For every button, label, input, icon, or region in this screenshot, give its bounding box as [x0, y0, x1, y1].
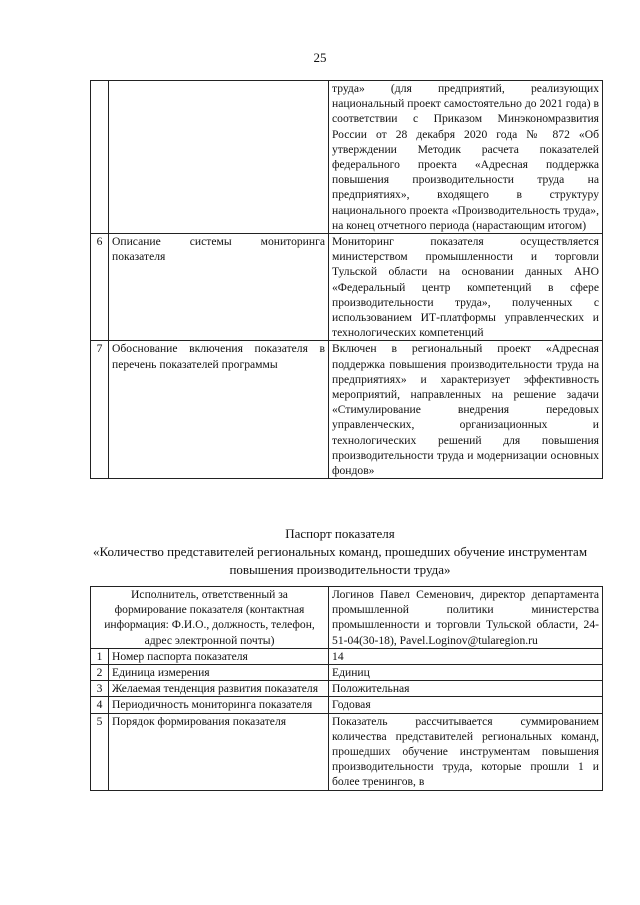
- indicator-table-continued: [90, 80, 603, 479]
- row-value-cell: труда» (для предприятий, реализующих национальный проект самостоятельно до 2021 года) в соответствии с Приказом Минэкономразвития России от 28 декабря 2020 года № 872 «Об утверждении Методик расчета показателей федерального проекта «Адресная поддержка повышения производительности труда на предприятиях», входящего в структуру национального проекта «Производительность труда», на конец отчетного периода (нарастающим итогом): [329, 81, 603, 234]
- page-number: 25: [313, 50, 327, 65]
- row-value-cell: Показатель рассчитывается суммированием количества представителей региональных команд, прошедших обучение инструментам повышения производительности труда, которые прошли 1 и более тренингов, в: [329, 713, 603, 790]
- row-value-cell: Включен в региональный проект «Адресная поддержка повышения производительности труда на предприятиях» и характеризует эффективность мероприятий, направленных на решение задачи «Стимулирование внедрения передовых управленческих, организационных и технологических решений для повышения производительности труда и модернизации основных фондов»: [329, 341, 603, 479]
- row-value-cell: Единиц: [329, 665, 603, 681]
- row-value-cell: Мониторинг показателя осуществляется министерством промышленности и торговли Тульской области на основании данных АНО «Федеральный центр компетенций в сфере производительности труда», полученных с использованием ИТ-платформы управленческих и технологических компетенций: [329, 234, 603, 341]
- executor-value-cell: Логинов Павел Семенович, директор департамента промышленной политики министерства промышленности и торговли Тульской области, 24-51-04(30-18), Pavel.Loginov@tularegion.ru: [329, 587, 603, 649]
- table-header-row: [91, 587, 603, 649]
- row-label-cell: Периодичность мониторинга показателя: [109, 697, 329, 713]
- passport-heading-block: [80, 525, 600, 579]
- table-row: [91, 713, 603, 790]
- passport-title: «Количество представителей региональных команд, прошедших обучение инструментам повышения производительности труда»: [92, 544, 588, 577]
- row-label-cell: [109, 81, 329, 234]
- row-label-cell: Номер паспорта показателя: [109, 648, 329, 664]
- table-row: [91, 648, 603, 664]
- row-number-cell: 5: [91, 713, 109, 790]
- row-value-cell: 14: [329, 648, 603, 664]
- row-label-cell: Единица измерения: [109, 665, 329, 681]
- passport-table: [90, 586, 603, 791]
- row-number-cell: 6: [91, 234, 109, 341]
- row-label-cell: Обоснование включения показателя в перечень показателей программы: [109, 341, 329, 479]
- row-number-cell: 4: [91, 697, 109, 713]
- row-label-cell: Желаемая тенденция развития показателя: [109, 681, 329, 697]
- passport-heading: Паспорт показателя: [285, 526, 395, 541]
- table-row: [91, 681, 603, 697]
- table-row: [91, 665, 603, 681]
- table-row: [91, 234, 603, 341]
- table-row: [91, 341, 603, 479]
- row-label-cell: Порядок формирования показателя: [109, 713, 329, 790]
- row-number-cell: [91, 81, 109, 234]
- row-number-cell: 3: [91, 681, 109, 697]
- table-row: [91, 81, 603, 234]
- executor-label-cell: Исполнитель, ответственный за формирование показателя (контактная информация: Ф.И.О., должность, телефон, адрес электронной почты): [91, 587, 329, 649]
- row-number-cell: 2: [91, 665, 109, 681]
- row-number-cell: 1: [91, 648, 109, 664]
- table-row: [91, 697, 603, 713]
- row-label-cell: Описание системы мониторинга показателя: [109, 234, 329, 341]
- row-number-cell: 7: [91, 341, 109, 479]
- row-value-cell: Положительная: [329, 681, 603, 697]
- row-value-cell: Годовая: [329, 697, 603, 713]
